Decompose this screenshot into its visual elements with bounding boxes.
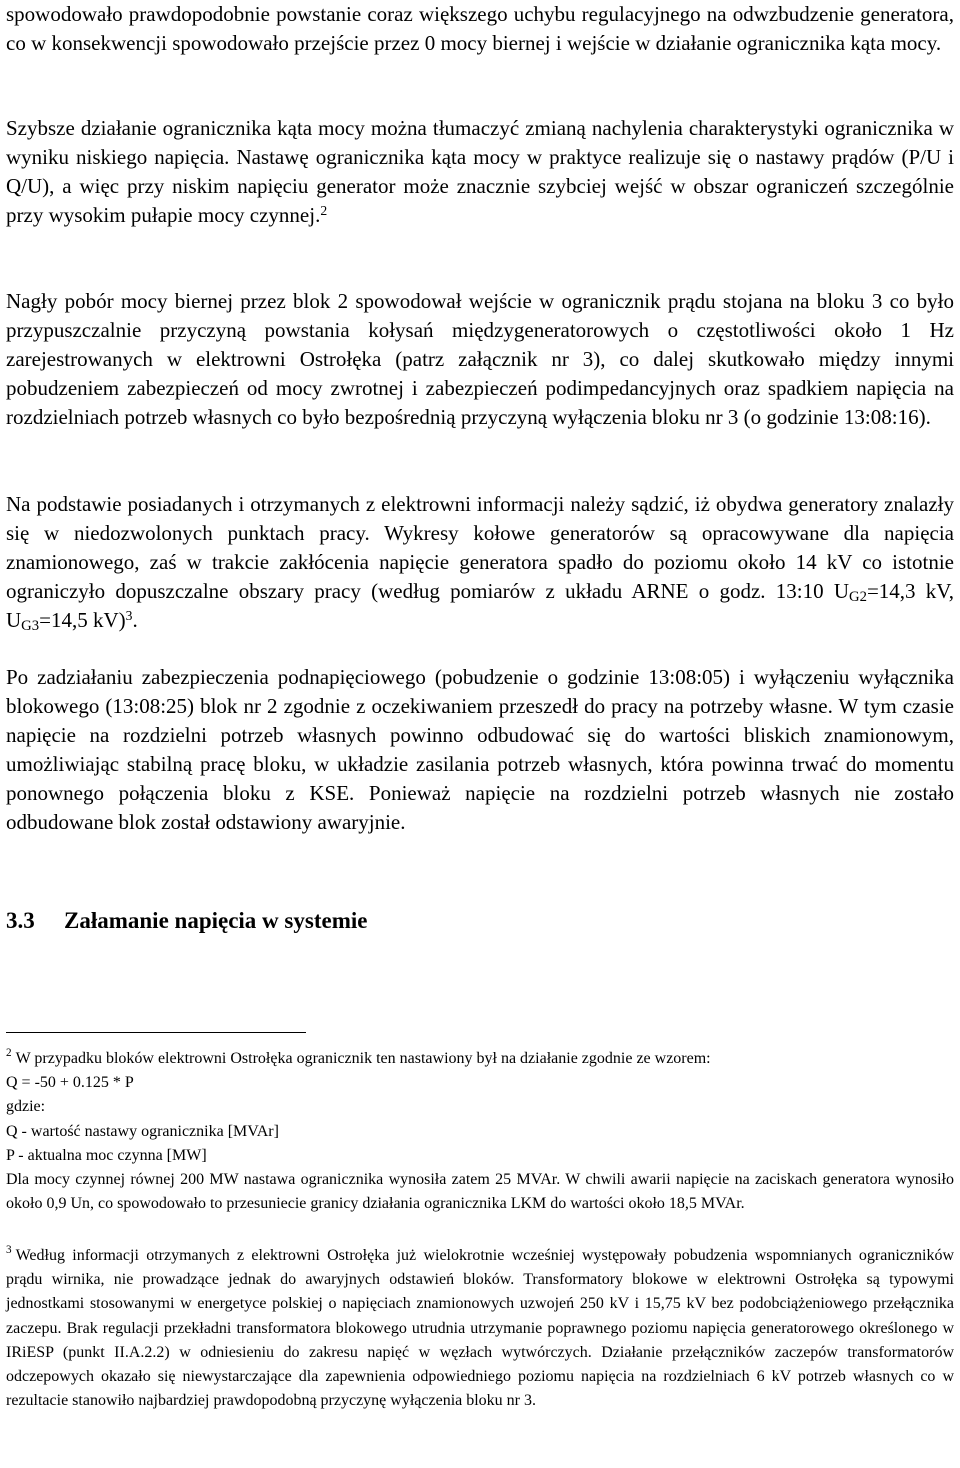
paragraph-5: Po zadziałaniu zabezpieczenia podnapięciowego (pobudzenie o godzinie 13:08:05) i wyłączeniu wyłącznika blokowego (13:08:25) blok nr 2 zgodnie z oczekiwaniem przeszedł do pracy na potrzeby własne. W tym czasie napięcie na rozdzielni potrzeb własnych powinno odbudować się do wartości bliskich znamionowym, umożliwiając stabilną pracę bloku, w układzie zasilania potrzeb własnych, która powinna trwać do momentu ponownego połączenia bloku z KSE. Ponieważ napięcie na rozdzielni potrzeb własnych nie zostało odbudowane blok został odstawiony awaryjnie. <box>6 665 954 834</box>
paragraph-3: Nagły pobór mocy biernej przez blok 2 spowodował wejście w ogranicznik prądu stojana na bloku 3 co było przypuszczalnie przyczyną powstania kołysań międzygeneratorowych o częstotliwości około 1 Hz zarejestrowanych w elektrowni Ostrołęka (patrz załącznik nr 3), co dalej skutkowało między innymi pobudzeniem zabezpieczeń od mocy zwrotnej i zabezpieczeń podimpedancyjnych oraz spadkiem napięcia na rozdzielniach potrzeb własnych co było bezpośrednią przyczyną wyłączenia bloku nr 3 (o godzinie 13:08:16). <box>6 289 954 429</box>
footnote-2-def-q: Q - wartość nastawy ogranicznika [MVAr] <box>6 1122 279 1140</box>
footnote-2-where: gdzie: <box>6 1098 46 1116</box>
footnote-ref-3[interactable]: 3 <box>125 607 133 623</box>
footnote-2-def-p: P - aktualna moc czynna [MW] <box>6 1146 207 1164</box>
paragraph-4-end: =14,5 kV) <box>39 608 126 632</box>
footnote-2-formula: Q = -50 + 0.125 * P <box>6 1074 134 1092</box>
footnote-3 <box>6 1244 954 1413</box>
section-number: 3.3 <box>6 908 35 933</box>
footnote-3-mark: 3 <box>6 1244 12 1257</box>
section-heading <box>6 906 367 936</box>
paragraph-4-mid: =14,3 kV, U <box>6 579 954 632</box>
footnote-ref-2[interactable]: 2 <box>320 202 328 218</box>
footnote-3-text: Według informacji otrzymanych z elektrowni Ostrołęka już wielokrotnie wcześniej występowały pobudzenia wspomnianych ograniczników prądu wirnika, nie prowadzące jednak do awaryjnych odstawień bloków. Transformatory blokowe w elektrowni Ostrołęka są typowymi jednostkami stosowanymi w energetyce polskiej o napięciach znamionowych uzwojeń 250 kV i 15,75 kV bez podobciążeniowego przełącznika zaczepu. Brak regulacji przekładni transformatora blokowego utrudnia utrzymanie poprawnego poziomu napięcia generatorowego określonego w IRiESP (punkt II.A.2.2) w odniesieniu do zakresu napięć w węzłach wytwórczych. Działanie przełączników zaczepów transformatorów odczepowych okazało się niewystarczające dla zapewnienia odpowiedniego poziomu napięcia na rozdzielniach 6 kV potrzeb własnych co w rezultacie stanowiło najbardziej prawdopodobną przyczynę wyłączenia bloku nr 3. <box>6 1247 954 1410</box>
paragraph-2 <box>6 114 954 230</box>
paragraph-4-text: Na podstawie posiadanych i otrzymanych z elektrowni informacji należy sądzić, iż obydwa generatory znalazły się w niedozwolonych punktach pracy. Wykresy kołowe generatorów są opracowywane dla napięcia znamionowego, zaś w trakcie zakłócenia napięcie generatora spadło do poziomu około 14 kV co istotnie ograniczyło dopuszczalne obszary pracy (według pomiarów z układu ARNE o godz. 13:10 U <box>6 492 954 603</box>
paragraph-2-text: Szybsze działanie ogranicznika kąta mocy można tłumaczyć zmianą nachylenia charakterystyki ogranicznika w wyniku niskiego napięcia. Nastawę ogranicznika kąta mocy w praktyce realizuje się o nastawy prądów (P/U i Q/U), a więc przy niskim napięciu generator może znacznie szybciej wejść w obszar ograniczeń szczególnie przy wysokim pułapie mocy czynnej. <box>6 116 954 227</box>
footnote-2-mark: 2 <box>6 1047 12 1060</box>
subscript-g2: G2 <box>849 588 867 605</box>
paragraph-4 <box>6 490 954 635</box>
section-title: Załamanie napięcia w systemie <box>64 908 368 933</box>
subscript-g3: G3 <box>21 617 40 634</box>
footnote-2-text: Dla mocy czynnej równej 200 MW nastawa ogranicznika wynosiła zatem 25 MVAr. W chwili awarii napięcie na zaciskach generatora wynosiło około 0,9 Un, co spowodowało to przesuniecie granicy działania ogranicznika LKM do wartości około 18,5 MVAr. <box>6 1171 954 1213</box>
footnote-separator <box>6 1032 306 1033</box>
footnote-2 <box>6 1047 954 1216</box>
paragraph-4-tail: . <box>132 608 138 632</box>
footnote-2-intro: W przypadku bloków elektrowni Ostrołęka ogranicznik ten nastawiony był na działanie zgodnie ze wzorem: <box>15 1050 711 1067</box>
paragraph-1: spowodowało prawdopodobnie powstanie coraz większego uchybu regulacyjnego na odwzbudzenie generatora, co w konsekwencji spowodowało przejście przez 0 mocy biernej i wejście w działanie ogranicznika kąta mocy. <box>6 2 954 55</box>
footnote-2-line <box>6 1047 954 1071</box>
